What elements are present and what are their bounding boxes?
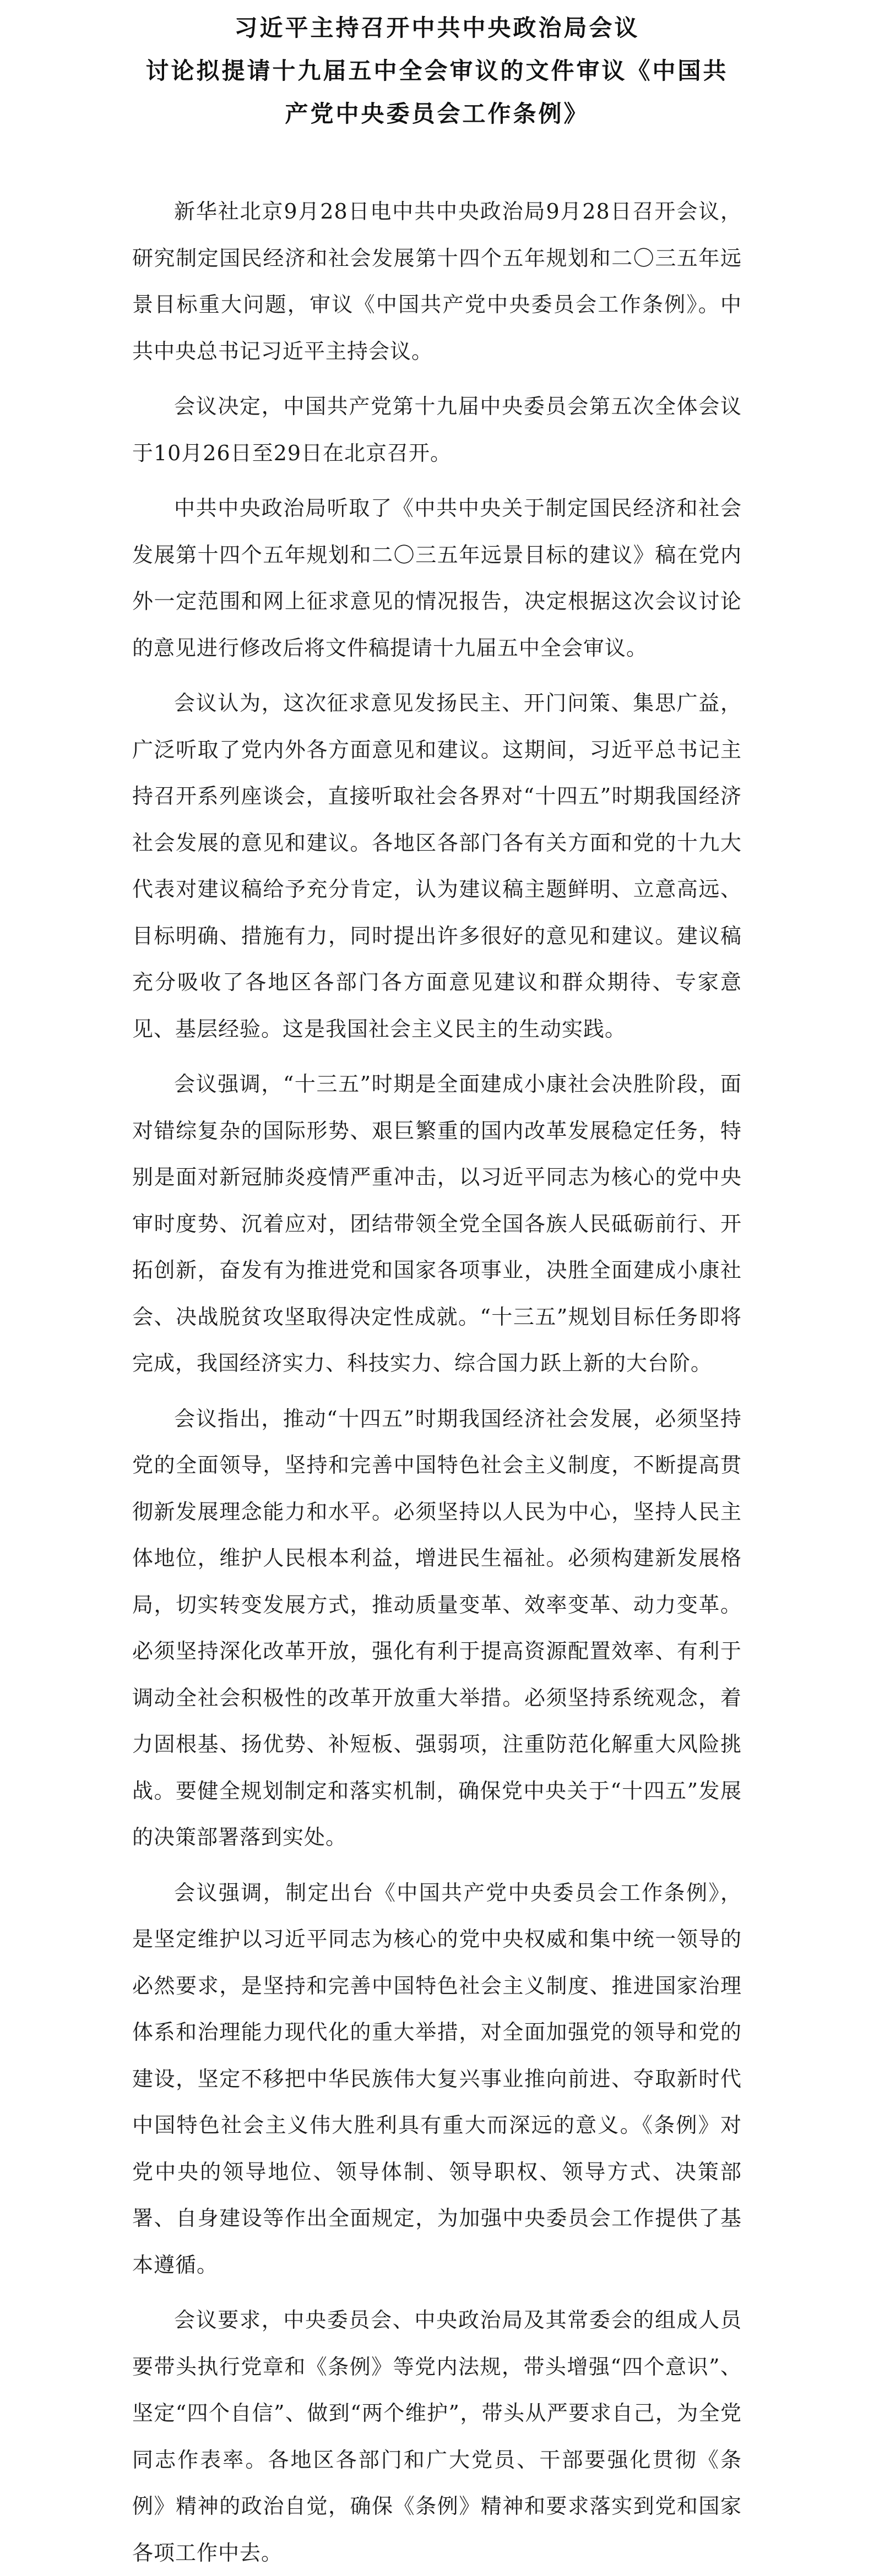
paragraph-regulation-significance: 会议强调，制定出台《中国共产党中央委员会工作条例》，是坚定维护以习近平同志为核心的党中央权威和集中统一领导的必然要求，是坚持和完善中国特色社会主义制度、推进国家治理体系和治理能力现代化的重大举措，对全面加强党的领导和党的建设，坚定不移把中华民族伟大复兴事业推向前进、夺取新时代中国特色社会主义伟大胜利具有重大而深远的意义。《条例》对党中央的领导地位、领导体制、领导职权、领导方式、决策部署、自身建设等作出全面规定，为加强中央委员会工作提供了基本遵循。 (132, 1880, 742, 2277)
paragraph-13th-plan: 会议强调，“十三五”时期是全面建成小康社会决胜阶段，面对错综复杂的国际形势、艰巨繁重的国内改革发展稳定任务，特别是面对新冠肺炎疫情严重冲击，以习近平同志为核心的党中央审时度势、沉着应对，团结带领全党全国各族人民砥砺前行、开拓创新，奋发有为推进党和国家各项事业，决胜全面建成小康社会、决战脱贫攻坚取得决定性成就。“十三五”规划目标任务即将完成，我国经济实力、科技实力、综合国力跃上新的大台阶。 (132, 1072, 742, 1375)
paragraph-lead: 新华社北京9月28日电中共中央政治局9月28日召开会议，研究制定国民经济和社会发展第十四个五年规划和二〇三五年远景目标重大问题，审议《中国共产党中央委员会工作条例》。中共中央总书记习近平主持会议。 (132, 199, 742, 363)
paragraph-14th-plan: 会议指出，推动“十四五”时期我国经济社会发展，必须坚持党的全面领导，坚持和完善中国特色社会主义制度，不断提高贯彻新发展理念能力和水平。必须坚持以人民为中心，坚持人民主体地位，维护人民根本利益，增进民生福祉。必须构建新发展格局，切实转变发展方式，推动质量变革、效率变革、动力变革。必须坚持深化改革开放，强化有利于提高资源配置效率、有利于调动全社会积极性的改革开放重大举措。必须坚持系统观念，着力固根基、扬优势、补短板、强弱项，注重防范化解重大风险挑战。要健全规划制定和落实机制，确保党中央关于“十四五”发展的决策部署落到实处。 (132, 1406, 742, 1849)
paragraph-regulation-requirements: 会议要求，中央委员会、中央政治局及其常委会的组成人员要带头执行党章和《条例》等党内法规，带头增强“四个意识”、坚定“四个自信”、做到“两个维护”，带头从严要求自己，为全党同志作表率。各地区各部门和广大党员、干部要强化贯彻《条例》精神的政治自觉，确保《条例》精神和要求落实到党和国家各项工作中去。 (132, 2308, 742, 2565)
paragraph-plenary-date: 会议决定，中国共产党第十九届中央委员会第五次全体会议于10月26日至29日在北京召开。 (132, 394, 742, 465)
article-body (132, 188, 742, 2576)
title-line-1: 习近平主持召开中共中央政治局会议 (234, 14, 640, 41)
title-line-2: 讨论拟提请十九届五中全会审议的文件审议《中国共 (145, 57, 729, 84)
title-line-3: 产党中央委员会工作条例》 (285, 100, 589, 127)
paragraph-consultation: 会议认为，这次征求意见发扬民主、开门问策、集思广益，广泛听取了党内外各方面意见和建议。这期间，习近平总书记主持召开系列座谈会，直接听取社会各界对“十四五”时期我国经济社会发展的意见和建议。各地区各部门各有关方面和党的十九大代表对建议稿给予充分肯定，认为建议稿主题鲜明、立意高远、目标明确、措施有力，同时提出许多很好的意见和建议。建议稿充分吸收了各地区各部门各方面意见建议和群众期待、专家意见、基层经验。这是我国社会主义民主的生动实践。 (132, 691, 742, 1041)
article-title (132, 0, 742, 135)
paragraph-proposal-report: 中共中央政治局听取了《中共中央关于制定国民经济和社会发展第十四个五年规划和二〇三五年远景目标的建议》稿在党内外一定范围和网上征求意见的情况报告，决定根据这次会议讨论的意见进行修改后将文件稿提请十九届五中全会审议。 (132, 496, 742, 660)
